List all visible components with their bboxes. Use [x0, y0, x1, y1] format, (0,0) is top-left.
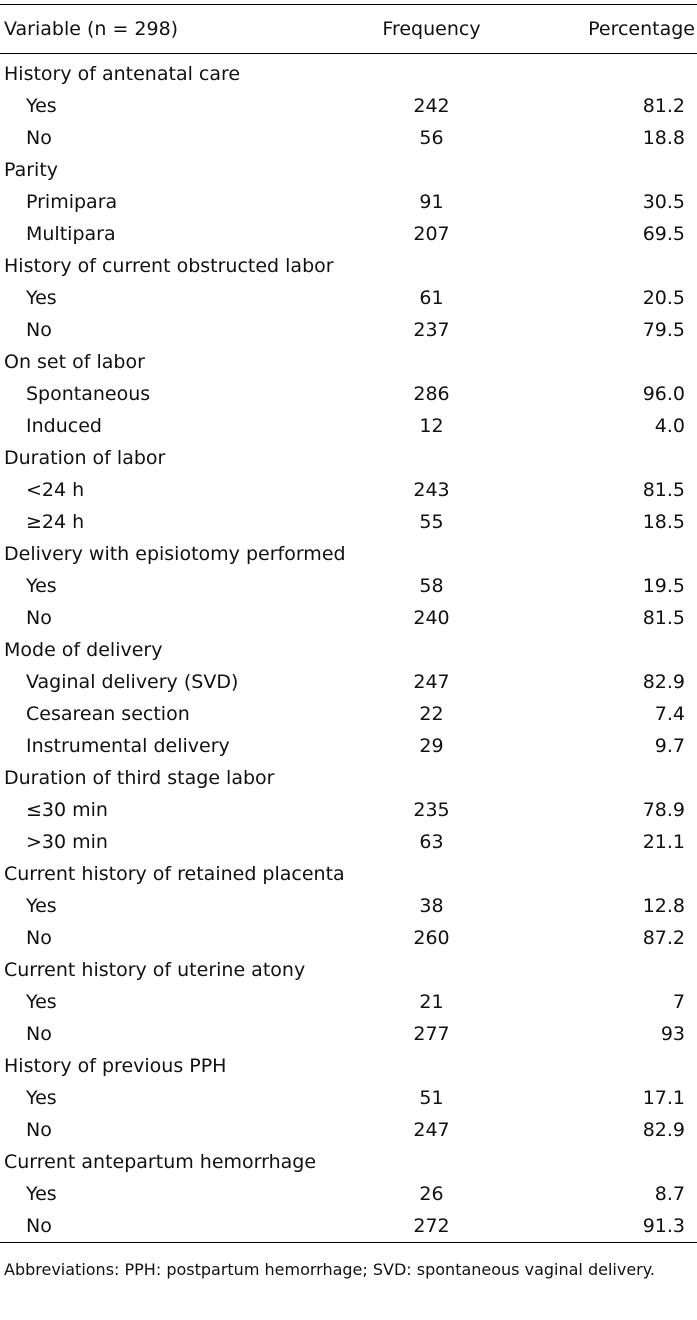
table-footnote: Abbreviations: PPH: postpartum hemorrhage; SVD: spontaneous vaginal delivery.: [4, 1260, 656, 1279]
table-row: [0, 986, 697, 1018]
row-label: No: [26, 127, 52, 149]
row-label: No: [26, 1119, 52, 1141]
table-row: [0, 378, 697, 410]
row-frequency: 29: [419, 735, 444, 757]
group-row: [0, 250, 697, 282]
table-row: [0, 570, 697, 602]
group-title: Delivery with episiotomy performed: [4, 543, 346, 565]
row-frequency: 277: [413, 1023, 450, 1045]
row-frequency: 207: [413, 223, 450, 245]
row-percentage: 69.5: [642, 223, 685, 245]
row-percentage: 17.1: [642, 1087, 685, 1109]
group-title: Current history of retained placenta: [4, 863, 345, 885]
row-label: >30 min: [26, 831, 108, 853]
row-frequency: 237: [413, 319, 450, 341]
row-percentage: 4.0: [654, 415, 685, 437]
row-percentage: 82.9: [642, 1119, 685, 1141]
group-row: [0, 58, 697, 90]
row-label: No: [26, 1023, 52, 1045]
row-label: ≤30 min: [26, 799, 108, 821]
row-label: Primipara: [26, 191, 118, 213]
row-label: Cesarean section: [26, 703, 190, 725]
table-header: [0, 5, 697, 53]
row-frequency: 58: [419, 575, 444, 597]
group-row: [0, 1050, 697, 1082]
group-title: Duration of third stage labor: [4, 767, 275, 789]
row-label: Yes: [26, 1183, 57, 1205]
table-row: [0, 474, 697, 506]
header-frequency: Frequency: [382, 18, 481, 40]
row-label: Instrumental delivery: [26, 735, 230, 757]
row-percentage: 82.9: [642, 671, 685, 693]
row-label: Spontaneous: [26, 383, 151, 405]
row-frequency: 260: [413, 927, 450, 949]
group-row: [0, 154, 697, 186]
group-row: [0, 442, 697, 474]
row-label: <24 h: [26, 479, 85, 501]
row-percentage: 81.5: [642, 479, 685, 501]
table-row: [0, 1210, 697, 1242]
row-percentage: 7.4: [654, 703, 685, 725]
header-percentage: Percentage: [588, 18, 695, 40]
table-row: [0, 602, 697, 634]
table-row: [0, 698, 697, 730]
row-percentage: 18.8: [642, 127, 685, 149]
group-row: [0, 762, 697, 794]
row-frequency: 243: [413, 479, 450, 501]
row-percentage: 8.7: [654, 1183, 685, 1205]
row-frequency: 242: [413, 95, 450, 117]
group-title: History of antenatal care: [4, 63, 241, 85]
row-label: No: [26, 607, 52, 629]
table-row: [0, 1178, 697, 1210]
row-percentage: 7: [672, 991, 685, 1013]
table-row: [0, 730, 697, 762]
table-row: [0, 314, 697, 346]
row-percentage: 81.2: [642, 95, 685, 117]
table-row: [0, 826, 697, 858]
table-row: [0, 1114, 697, 1146]
row-label: Yes: [26, 95, 57, 117]
row-label: Induced: [26, 415, 102, 437]
group-title: Current history of uterine atony: [4, 959, 306, 981]
row-frequency: 51: [419, 1087, 444, 1109]
row-percentage: 93: [660, 1023, 685, 1045]
row-frequency: 21: [419, 991, 444, 1013]
table-row: [0, 186, 697, 218]
row-percentage: 21.1: [642, 831, 685, 853]
row-percentage: 19.5: [642, 575, 685, 597]
table-row: [0, 890, 697, 922]
row-percentage: 18.5: [642, 511, 685, 533]
row-frequency: 38: [419, 895, 444, 917]
row-label: Yes: [26, 575, 57, 597]
group-row: [0, 538, 697, 570]
table-row: [0, 794, 697, 826]
row-label: Yes: [26, 287, 57, 309]
row-frequency: 55: [419, 511, 444, 533]
table-row: [0, 666, 697, 698]
group-row: [0, 858, 697, 890]
row-label: Yes: [26, 991, 57, 1013]
row-label: No: [26, 1215, 52, 1237]
row-label: No: [26, 319, 52, 341]
row-frequency: 61: [419, 287, 444, 309]
group-row: [0, 634, 697, 666]
row-percentage: 81.5: [642, 607, 685, 629]
row-frequency: 235: [413, 799, 450, 821]
group-title: Parity: [4, 159, 59, 181]
row-percentage: 78.9: [642, 799, 685, 821]
row-frequency: 247: [413, 671, 450, 693]
row-frequency: 247: [413, 1119, 450, 1141]
row-label: Vaginal delivery (SVD): [26, 671, 239, 693]
table-row: [0, 218, 697, 250]
row-label: Yes: [26, 1087, 57, 1109]
group-title: On set of labor: [4, 351, 145, 373]
row-percentage: 30.5: [642, 191, 685, 213]
row-frequency: 91: [419, 191, 444, 213]
group-title: Duration of labor: [4, 447, 166, 469]
row-label: Multipara: [26, 223, 116, 245]
table-row: [0, 506, 697, 538]
header-variable: Variable (n = 298): [4, 18, 179, 40]
table-row: [0, 1018, 697, 1050]
table-row: [0, 122, 697, 154]
row-frequency: 240: [413, 607, 450, 629]
table-row: [0, 922, 697, 954]
group-title: Current antepartum hemorrhage: [4, 1151, 317, 1173]
table-row: [0, 90, 697, 122]
group-title: Mode of delivery: [4, 639, 163, 661]
group-title: History of current obstructed labor: [4, 255, 334, 277]
row-frequency: 26: [419, 1183, 444, 1205]
table-body: [0, 54, 697, 1242]
row-frequency: 22: [419, 703, 444, 725]
table-row: [0, 410, 697, 442]
group-title: History of previous PPH: [4, 1055, 227, 1077]
row-frequency: 286: [413, 383, 450, 405]
table-row: [0, 282, 697, 314]
row-frequency: 272: [413, 1215, 450, 1237]
group-row: [0, 1146, 697, 1178]
row-percentage: 96.0: [642, 383, 685, 405]
row-percentage: 20.5: [642, 287, 685, 309]
row-frequency: 56: [419, 127, 444, 149]
row-percentage: 87.2: [642, 927, 685, 949]
row-frequency: 63: [419, 831, 444, 853]
row-label: ≥24 h: [26, 511, 85, 533]
table-row: [0, 1082, 697, 1114]
row-percentage: 79.5: [642, 319, 685, 341]
row-label: No: [26, 927, 52, 949]
group-row: [0, 346, 697, 378]
row-label: Yes: [26, 895, 57, 917]
row-frequency: 12: [419, 415, 444, 437]
row-percentage: 91.3: [642, 1215, 685, 1237]
row-percentage: 12.8: [642, 895, 685, 917]
group-row: [0, 954, 697, 986]
row-percentage: 9.7: [654, 735, 685, 757]
